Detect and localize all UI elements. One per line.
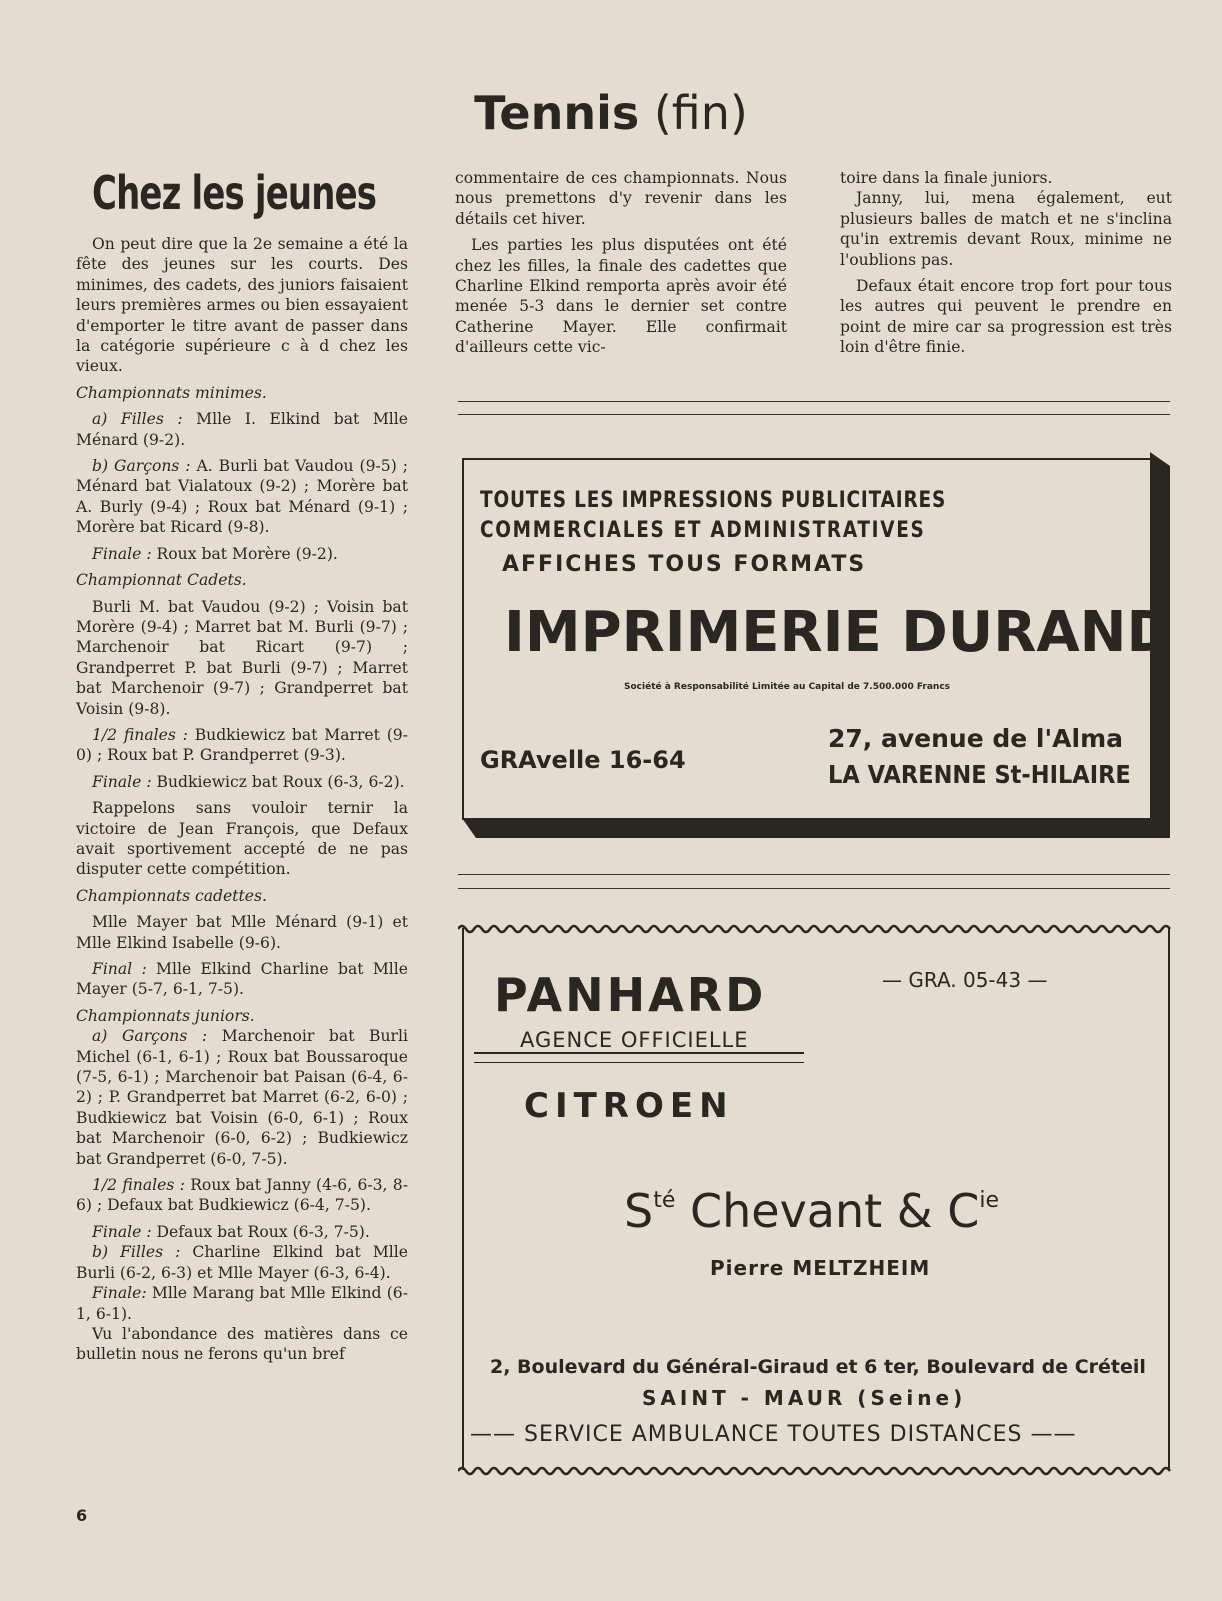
page-title xyxy=(0,86,1222,140)
result-entry: a) Filles : Mlle I. Elkind bat Mlle Ménard (9-2). xyxy=(76,410,408,449)
result-entry: Finale: Mlle Marang bat Mlle Elkind (6-1, 6-1). xyxy=(76,1284,408,1323)
ad-phone: GRAvelle 16-64 xyxy=(480,746,686,774)
ad-company-name: $S^{té}$ Chevant & $C^{ie}$ xyxy=(624,1184,1000,1238)
paragraph: Defaux était encore trop fort pour tous les autres qui peuvent le prendre en point de mire car sa progression est très loin d'être finie. xyxy=(840,277,1172,357)
ad-service: —— SERVICE AMBULANCE TOUTES DISTANCES —— xyxy=(470,1422,1077,1447)
ad-owner: Pierre MELTZHEIM xyxy=(710,1256,931,1280)
ad-brand-citroen: CITROEN xyxy=(524,1086,734,1126)
title-bold: Tennis xyxy=(474,86,640,140)
ad-line: AFFICHES TOUS FORMATS xyxy=(502,552,867,577)
section-heading: Championnats minimes. xyxy=(76,383,267,402)
article-column-2 xyxy=(455,168,787,364)
ad-brand-subtitle: AGENCE OFFICIELLE xyxy=(520,1028,749,1052)
ad-phone: — GRA. 05-43 — xyxy=(882,968,1048,992)
paragraph: toire dans la finale juniors. xyxy=(840,169,1053,187)
divider xyxy=(458,874,1170,875)
divider xyxy=(458,414,1170,415)
ad-company-name: IMPRIMERIE DURAND xyxy=(504,600,1174,665)
page-number: 6 xyxy=(76,1506,88,1525)
divider xyxy=(458,401,1170,402)
article-heading: Chez les jeunes xyxy=(92,166,377,220)
section-heading: Championnats cadettes. xyxy=(76,886,267,905)
title-suffix: (fin) xyxy=(653,86,748,140)
ad-address: 2, Boulevard du Général-Giraud et 6 ter, Boulevard de Créteil xyxy=(490,1356,1146,1378)
ad-address: 27, avenue de l'Alma xyxy=(828,724,1123,753)
ad-imprimerie-durand xyxy=(462,458,1174,820)
divider xyxy=(458,888,1170,889)
result-entry: Finale : Roux bat Morère (9-2). xyxy=(92,544,338,563)
result-entry: Finale : Budkiewicz bat Roux (6-3, 6-2). xyxy=(92,772,405,791)
ad-city: LA VARENNE St-HILAIRE xyxy=(828,760,1131,789)
paragraph: Janny, lui, mena également, eut plusieurs balles de match et ne s'inclina qu'in extremis devant Roux, minime ne l'oublions pas. xyxy=(840,189,1172,269)
paragraph: Rappelons sans vouloir ternir la victoire de Jean François, que Defaux avait sportivement accepté de ne pas disputer cette compétition. xyxy=(76,799,408,879)
ad-city: SAINT - MAUR (Seine) xyxy=(642,1386,967,1410)
result-entry: 1/2 finales : Roux bat Janny (4-6, 6-3, 8-6) ; Defaux bat Budkiewicz (6-4, 7-5). xyxy=(76,1176,408,1215)
divider xyxy=(474,1052,804,1054)
result-entry: Final : Mlle Elkind Charline bat Mlle Mayer (5-7, 6-1, 7-5). xyxy=(76,960,408,999)
ad-legal-text: Société à Responsabilité Limitée au Capital de 7.500.000 Francs xyxy=(624,682,951,692)
section-heading: Championnat Cadets. xyxy=(76,571,247,590)
article-column-1 xyxy=(76,234,408,1365)
result-entry: Burli M. bat Vaudou (9-2) ; Voisin bat Morère (9-4) ; Marret bat M. Burli (9-7) ; Marchenoir bat Ricart (9-7) ; Grandperret P. bat Burli (9-7) ; Marret bat Marchenoir (9-7) ; Grandperret bat Voisin (9-8). xyxy=(76,597,408,718)
result-entry: Finale : Defaux bat Roux (6-3, 7-5). xyxy=(92,1222,370,1241)
ad-chevant-garage xyxy=(462,928,1170,1470)
ad-shadow xyxy=(462,818,1170,838)
ad-line: COMMERCIALES ET ADMINISTRATIVES xyxy=(480,518,926,543)
article-column-3 xyxy=(840,168,1172,364)
result-entry: a) Garçons : Marchenoir bat Burli Michel (6-1, 6-1) ; Roux bat Boussaroque (7-5, 6-1) ; Marchenoir bat Paisan (6-4, 6-2) ; P. Grandperret bat Marret (6-2, 6-0) ; Budkiewicz bat Voisin (6-0, 6-1) ; Roux bat Marchenoir (6-0, 6-2) ; Budkiewicz bat Grandperret (6-0, 7-5). xyxy=(76,1027,408,1168)
result-entry: b) Garçons : A. Burli bat Vaudou (9-5) ; Ménard bat Vialatoux (9-2) ; Morère bat A. Burly (9-4) ; Roux bat Ménard (9-1) ; Morère bat Ricard (9-8). xyxy=(76,457,408,537)
paragraph: Les parties les plus disputées ont été chez les filles, la finale des cadettes que Charline Elkind remporta après avoir été menée 5-3 dans le dernier set contre Catherine Mayer. Elle confirmait d'ailleurs cette vic- xyxy=(455,236,787,357)
result-entry: Mlle Mayer bat Mlle Ménard (9-1) et Mlle Elkind Isabelle (9-6). xyxy=(76,913,408,952)
paragraph: On peut dire que la 2e semaine a été la fête des jeunes sur les courts. Des minimes, des cadets, des juniors faisaient leurs premières armes ou bien essayaient d'emporter le titre avant de passer dans la catégorie supérieure c à d chez les vieux. xyxy=(76,235,408,376)
result-entry: 1/2 finales : Budkiewicz bat Marret (9-0) ; Roux bat P. Grandperret (9-3). xyxy=(76,725,408,765)
result-entry: b) Filles : Charline Elkind bat Mlle Burli (6-2, 6-3) et Mlle Mayer (6-3, 6-4). xyxy=(76,1243,409,1282)
ad-line: TOUTES LES IMPRESSIONS PUBLICITAIRES xyxy=(480,488,947,513)
paragraph: commentaire de ces championnats. Nous nous premettons d'y revenir dans les détails cet hiver. xyxy=(455,169,787,228)
divider xyxy=(474,1062,804,1063)
section-heading: Championnats juniors. xyxy=(76,1006,255,1025)
paragraph: Vu l'abondance des matières dans ce bulletin nous ne ferons qu'un bref xyxy=(76,1324,408,1364)
ad-brand-panhard: PANHARD xyxy=(494,968,767,1022)
